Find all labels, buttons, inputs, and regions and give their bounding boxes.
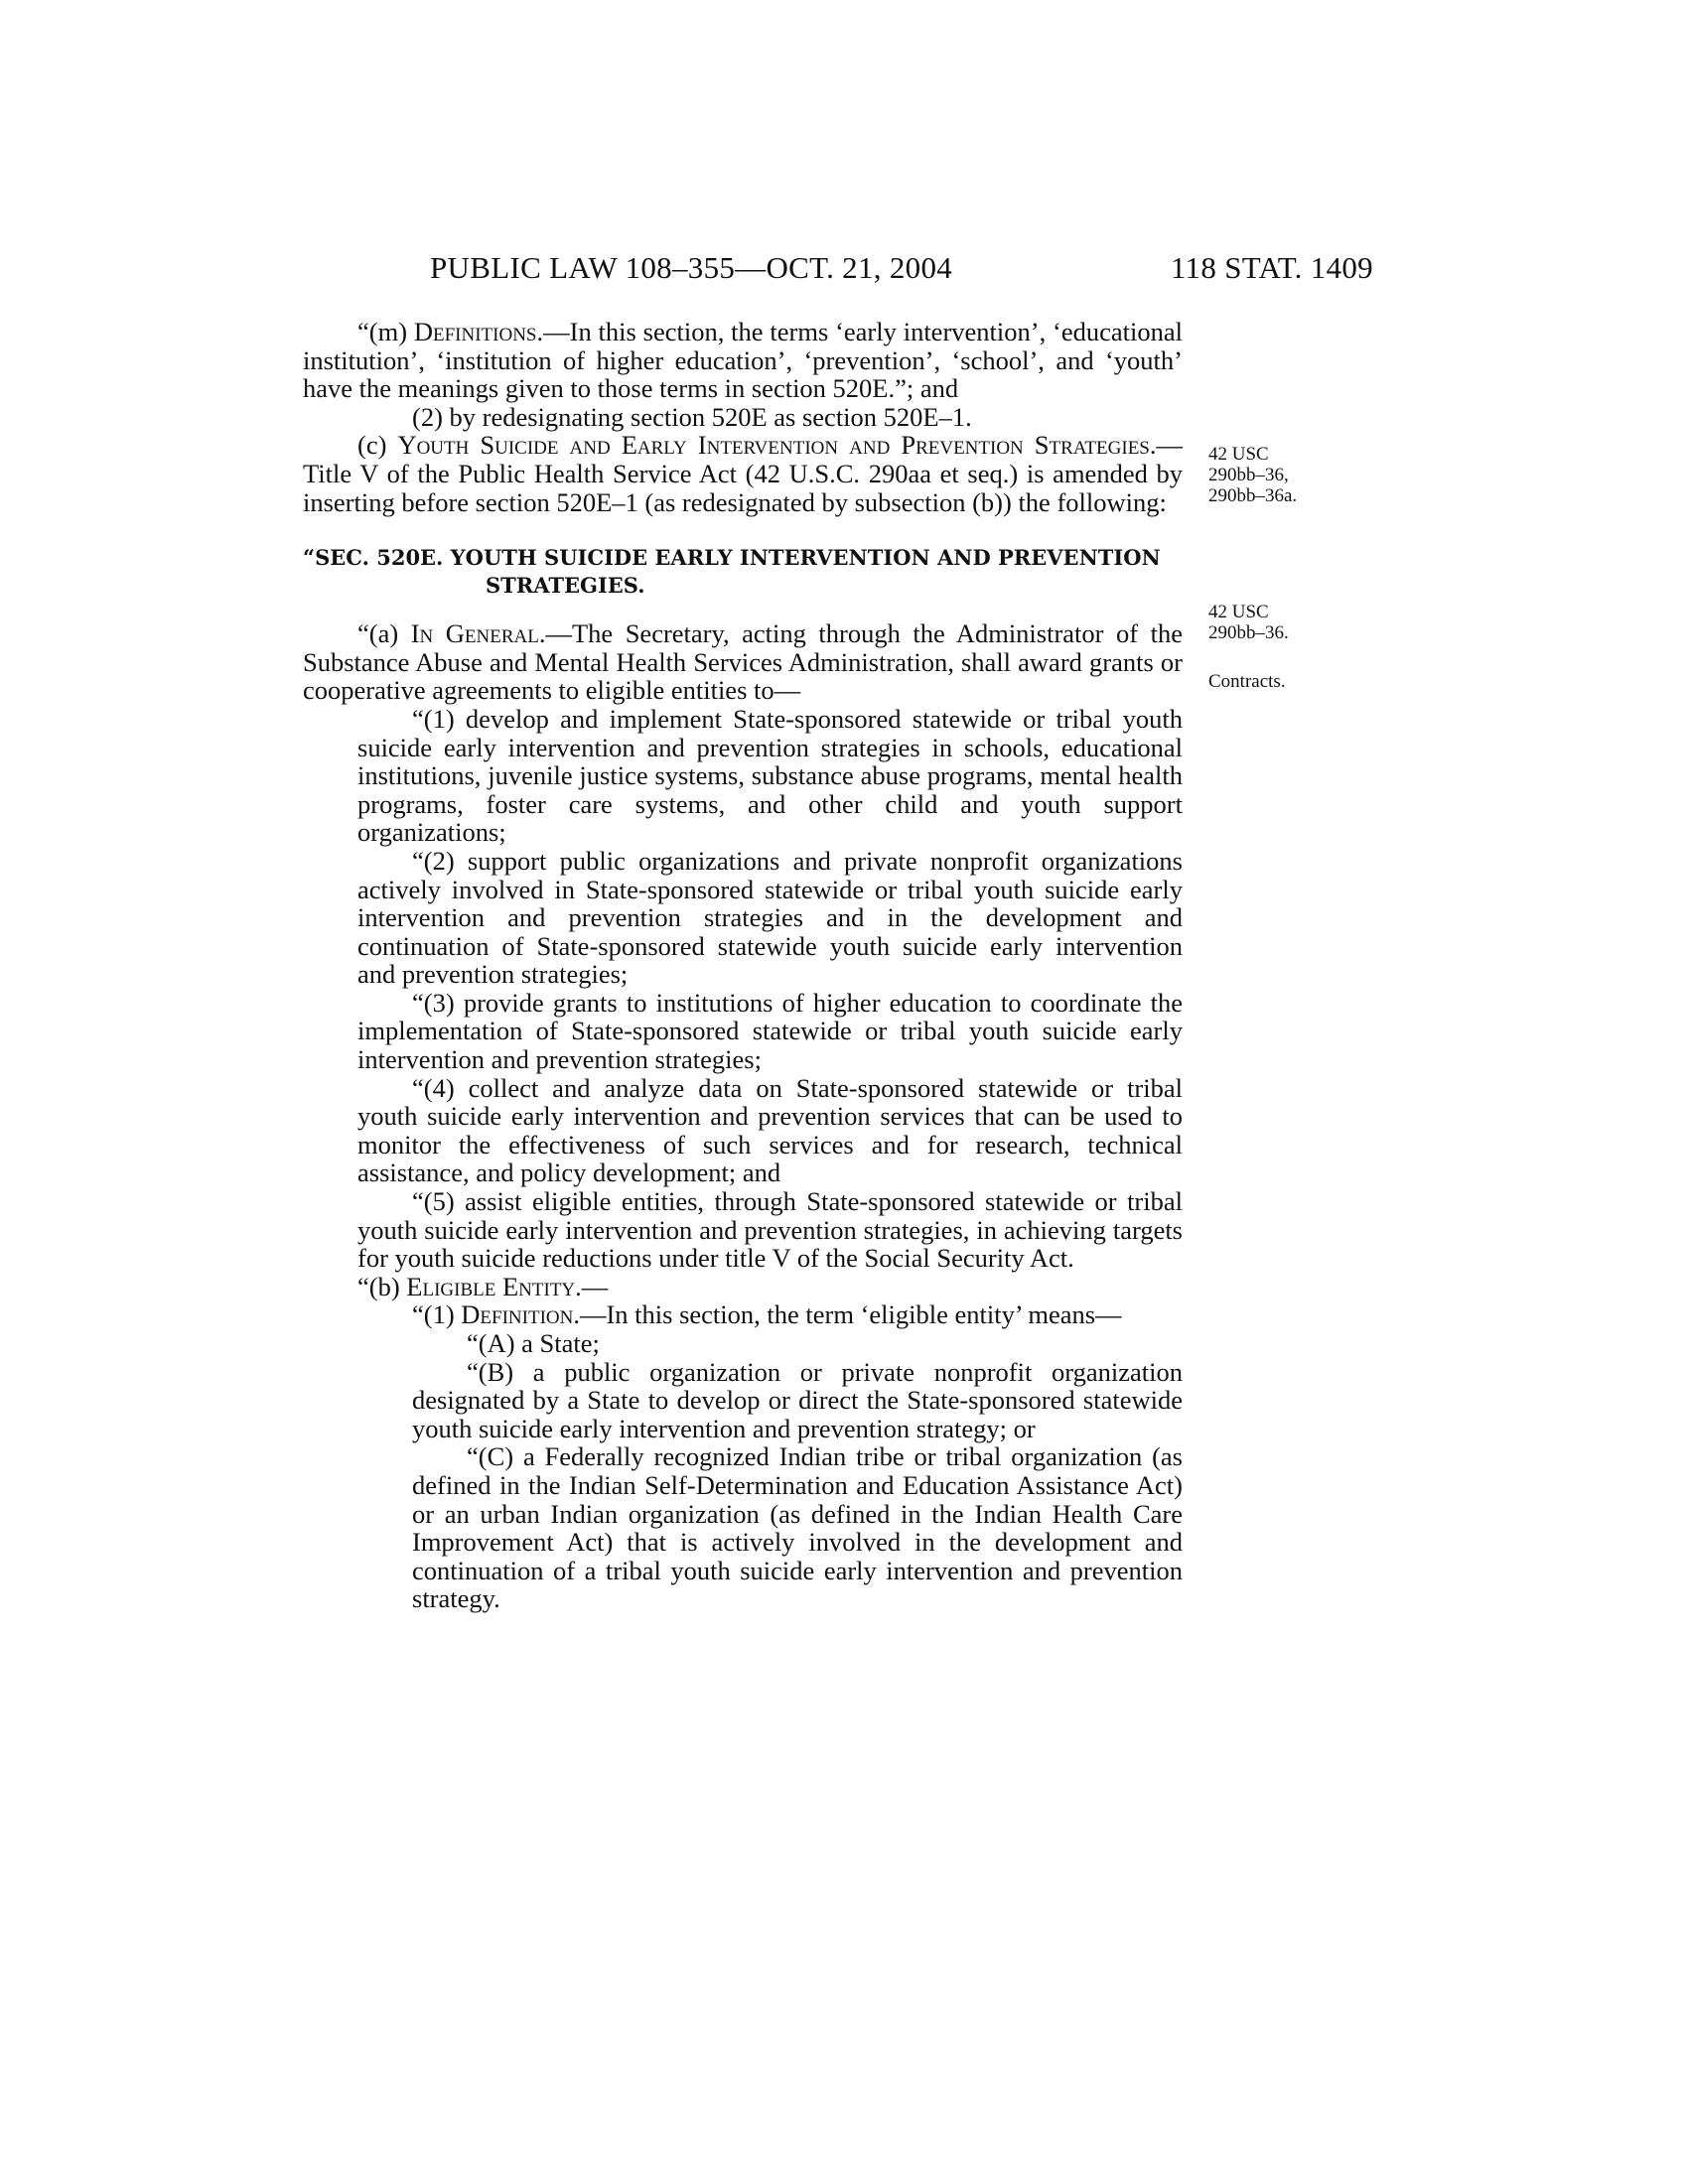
subsection-a: “(a) In General.—The Secretary, acting through the Administrator of the Substance Abuse and Mental Health Services Administration, shall award grants or cooperative agreements to eligible entities to— bbox=[303, 618, 1183, 706]
subparagraph-C: “(C) a Federally recognized Indian tribe or tribal organization (as defined in the Indian Self-Determination and Education Assistance Act) or an urban Indian organization (as defined in the Indian Health Care Improvement Act) that is actively involved in the development and continuation of a tribal youth suicide early intervention and prevention strategy. bbox=[412, 1441, 1183, 1614]
subsection-m-definitions: “(m) Definitions.—In this section, the terms ‘early intervention’, ‘educational institution’, ‘institution of higher education’, ‘prevention’, ‘school’, and ‘youth’ have the meanings given to those terms in section 520E.”; and bbox=[303, 317, 1183, 404]
section-heading: “SEC. 520E. YOUTH SUICIDE EARLY INTERVENTION AND PREVENTION STRATEGIES. bbox=[303, 545, 1161, 599]
subparagraph-B: “(B) a public organization or private nonprofit organization designated by a State to develop or direct the State-sponsored statewide youth suicide early intervention and prevention strategy; or bbox=[412, 1356, 1183, 1443]
subsection-heading: Definitions bbox=[413, 317, 537, 346]
subsection-heading: Eligible Entity bbox=[406, 1271, 576, 1301]
margin-note-usc-2: 42 USC 290bb–36. bbox=[1208, 602, 1289, 643]
subsection-heading: Youth Suicide and Early Intervention and Prevention Strategies bbox=[397, 430, 1150, 461]
subsection-b: “(b) Eligible Entity.— bbox=[357, 1271, 609, 1301]
paragraph-b1: “(1) Definition.—In this section, the term ‘eligible entity’ means— bbox=[412, 1299, 1122, 1330]
subparagraph-A: “(A) a State; bbox=[467, 1328, 600, 1358]
paragraph-a5: “(5) assist eligible entities, through State-sponsored statewide or tribal youth suicide early intervention and prevention strategies, in achieving targets for youth suicide reductions under title V of the Social Security Act. bbox=[357, 1186, 1183, 1274]
header-law-citation: PUBLIC LAW 108–355—OCT. 21, 2004 bbox=[430, 250, 953, 285]
margin-note-contracts: Contracts. bbox=[1208, 671, 1286, 692]
margin-note-usc-1: 42 USC 290bb–36, 290bb–36a. bbox=[1208, 444, 1298, 506]
running-header bbox=[430, 250, 1373, 290]
header-stat-page: 118 STAT. 1409 bbox=[1170, 250, 1373, 285]
subsection-heading: In General bbox=[410, 618, 539, 649]
paragraph-2-redesignation: (2) by redesignating section 520E as section 520E–1. bbox=[412, 401, 972, 432]
paragraph-a3: “(3) provide grants to institutions of higher education to coordinate the implementation of State-sponsored statewide or tribal youth suicide early intervention and prevention strategies; bbox=[357, 987, 1183, 1075]
paragraph-heading: Definition bbox=[461, 1299, 574, 1330]
paragraph-a2: “(2) support public organizations and private nonprofit organizations actively involved in State-sponsored statewide or tribal youth suicide early intervention and prevention strategies and in the development and continuation of State-sponsored statewide youth suicide early intervention and prevention strategies; bbox=[357, 845, 1183, 990]
paragraph-a1: “(1) develop and implement State-sponsored statewide or tribal youth suicide early intervention and prevention strategies in schools, educational institutions, juvenile justice systems, substance abuse programs, mental health programs, foster care systems, and other child and youth support organizations; bbox=[357, 703, 1183, 848]
subsection-c: (c) Youth Suicide and Early Intervention and Prevention Strategies.—Title V of the Public Health Service Act (42 U.S.C. 290aa et seq.) is amended by inserting before section 520E–1 (as redesignated by subsection (b)) the following: bbox=[303, 430, 1183, 517]
paragraph-a4: “(4) collect and analyze data on State-sponsored statewide or tribal youth suicide early intervention and prevention services that can be used to monitor the effectiveness of such services and for research, technical assistance, and policy development; and bbox=[357, 1072, 1183, 1188]
statute-body bbox=[303, 318, 1183, 1613]
